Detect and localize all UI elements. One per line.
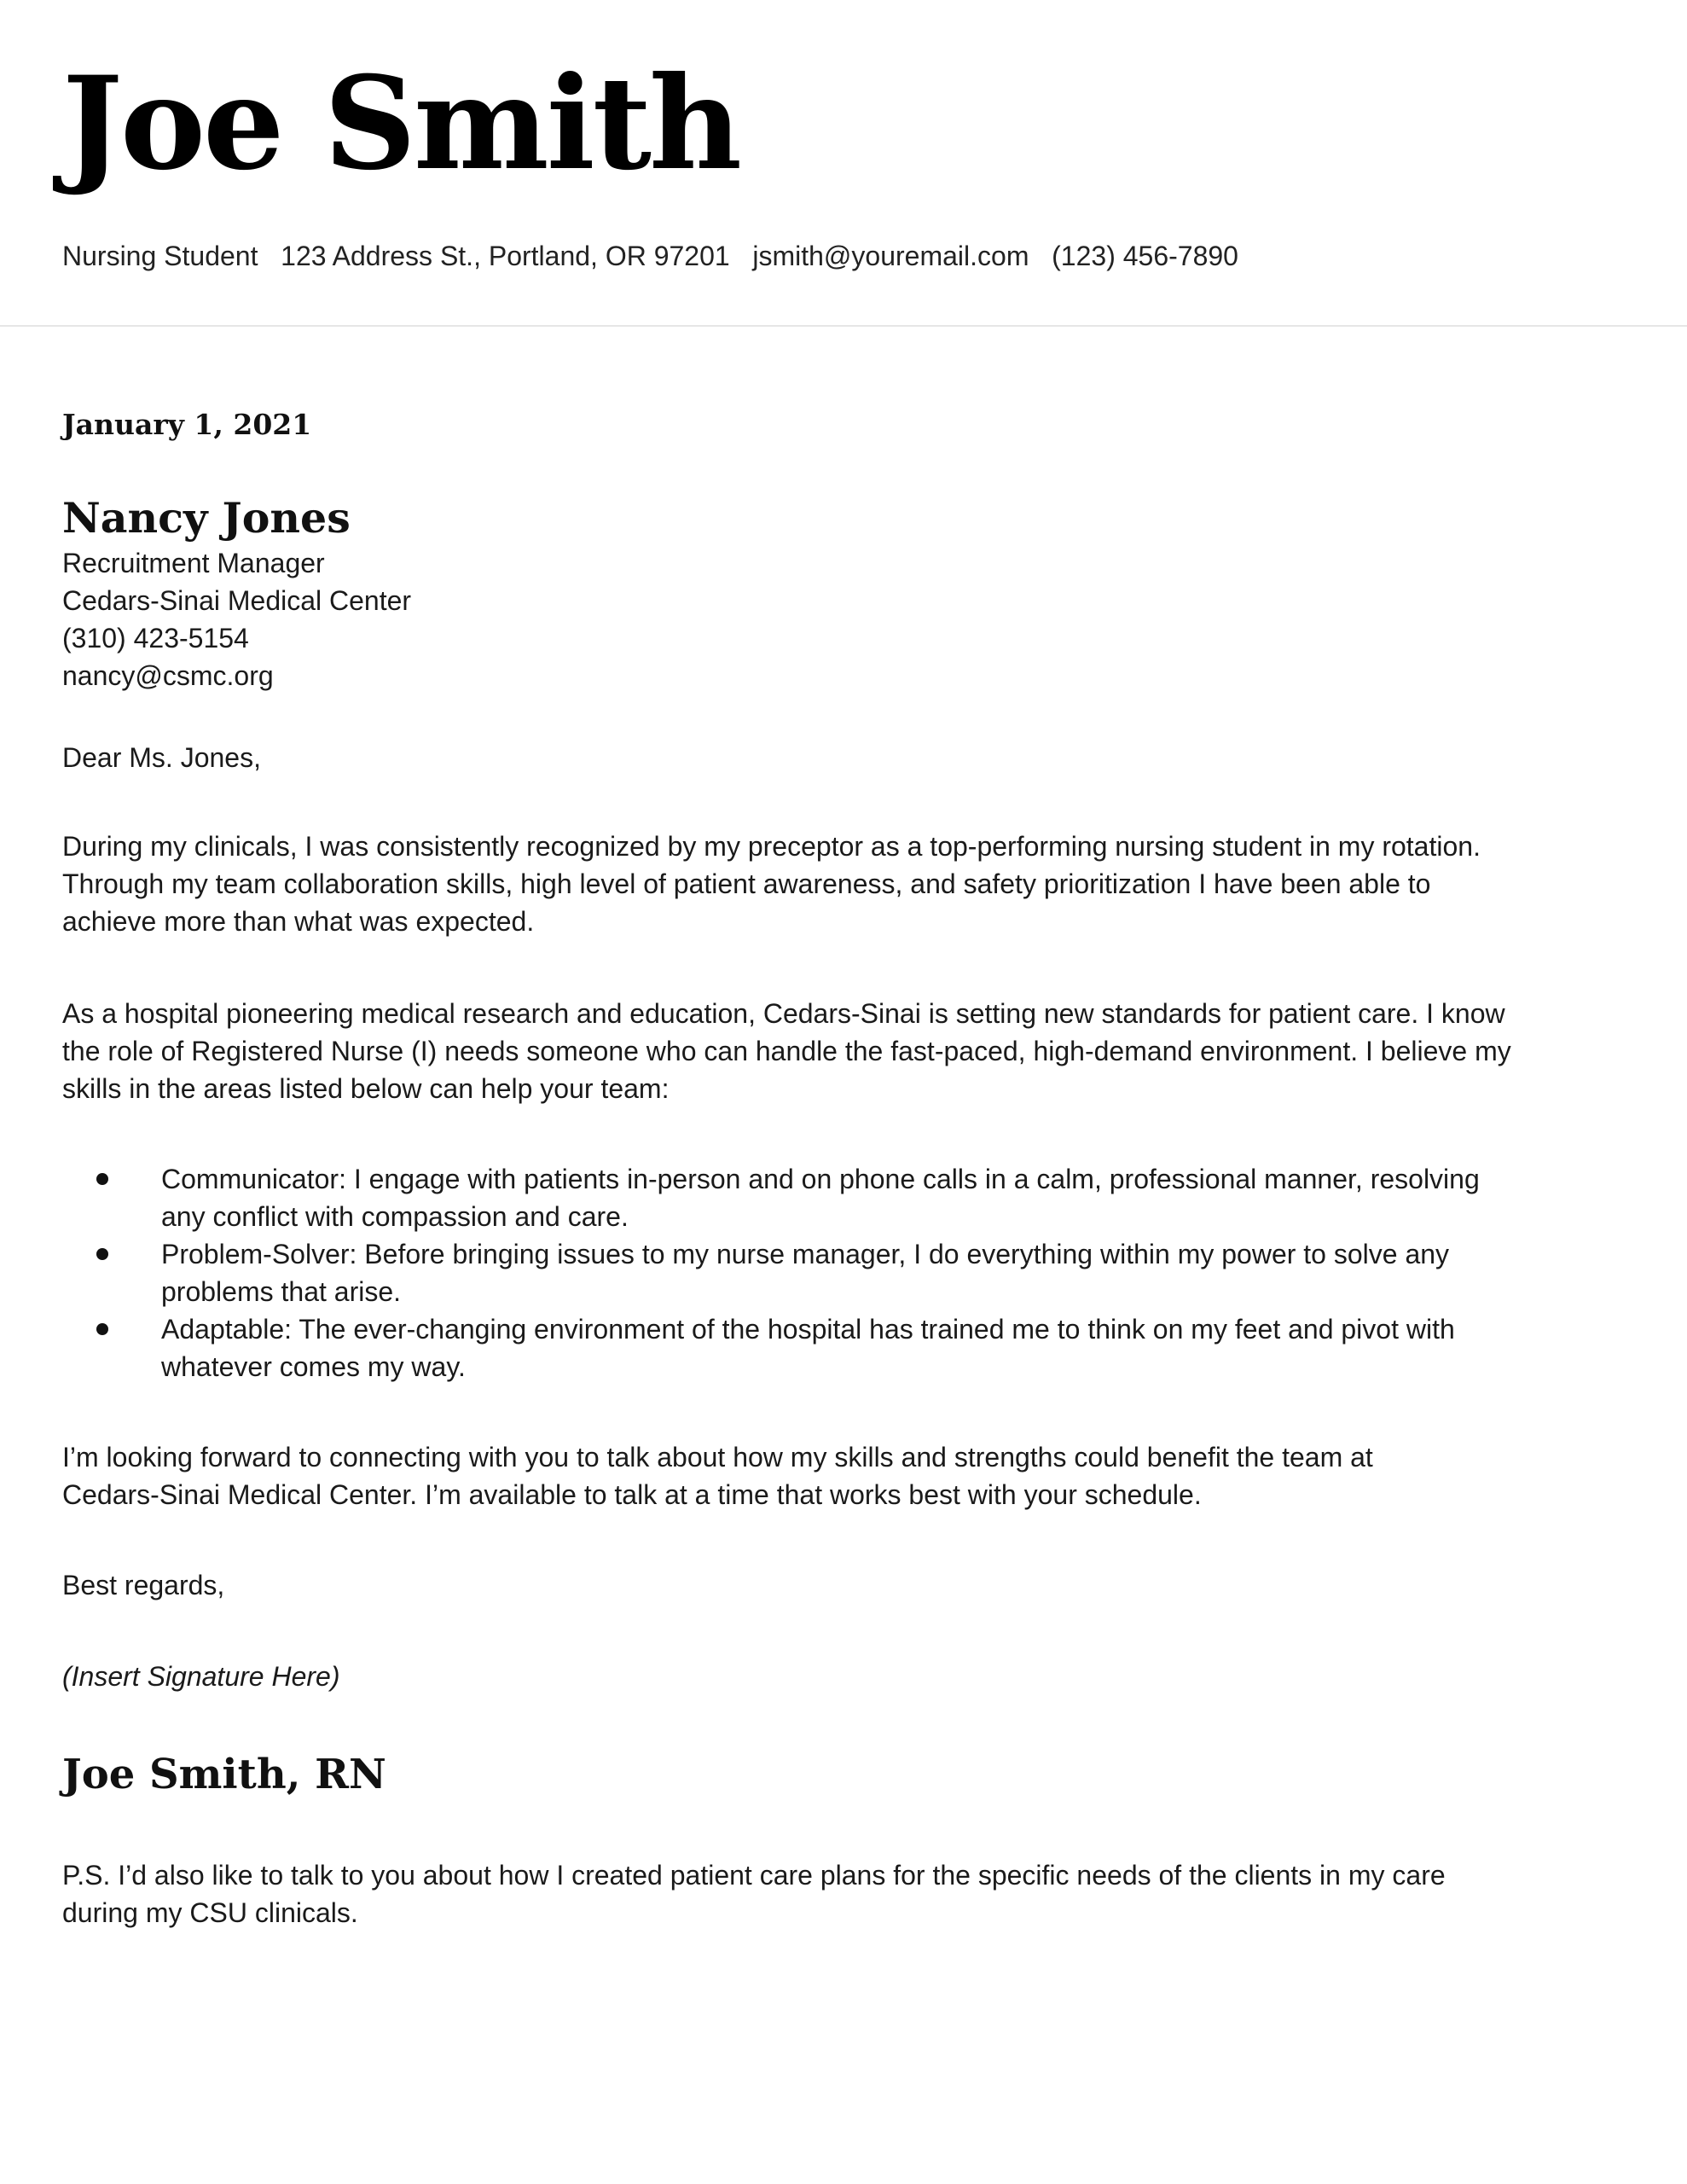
header-divider [0,325,1687,327]
recipient-title: Recruitment Manager [62,548,325,578]
recipient-details [62,544,411,694]
paragraph-line: Through my team collaboration skills, high level of patient awareness, and safety prioritization I have been able to [62,868,1431,899]
bullet-icon [96,1173,108,1185]
recipient-email: nancy@csmc.org [62,660,274,691]
list-item-line: problems that arise. [161,1276,402,1307]
paragraph-2 [62,995,1511,1107]
recipient-company: Cedars-Sinai Medical Center [62,585,412,616]
paragraph-1 [62,828,1481,940]
paragraph-line: achieve more than what was expected. [62,906,535,937]
letter-date: January 1, 2021 [62,408,312,441]
postscript [62,1856,1446,1931]
list-item-line: whatever comes my way. [161,1351,466,1382]
contact-address: 123 Address St., Portland, OR 97201 [281,241,730,271]
signature-placeholder: (Insert Signature Here) [62,1661,340,1692]
paragraph-line: during my CSU clinicals. [62,1897,358,1928]
paragraph-line: the role of Registered Nurse (I) needs someone who can handle the fast-paced, high-demand environment. I believe my [62,1036,1511,1066]
bullet-icon [96,1248,108,1260]
list-item-line: Problem-Solver: Before bringing issues to my nurse manager, I do everything within my power to solve any [161,1239,1450,1269]
list-item-line: Adaptable: The ever-changing environment of the hospital has trained me to think on my feet and pivot with [161,1314,1455,1345]
recipient-phone: (310) 423-5154 [62,623,249,653]
paragraph-line: Cedars-Sinai Medical Center. I’m available to talk at a time that works best with your schedule. [62,1479,1202,1510]
paragraph-line: During my clinicals, I was consistently recognized by my preceptor as a top-performing nursing student in my rotation. [62,831,1481,862]
paragraph-line: As a hospital pioneering medical research and education, Cedars-Sinai is setting new standards for patient care. I know [62,998,1505,1029]
closing-name: Joe Smith, RN [62,1751,386,1798]
bullet-icon [96,1323,108,1335]
contact-role: Nursing Student [62,241,258,271]
closing: Best regards, [62,1570,225,1600]
paragraph-line: P.S. I’d also like to talk to you about how I created patient care plans for the specific needs of the clients in my care [62,1860,1446,1891]
recipient-name: Nancy Jones [62,493,351,543]
list-item-line: Communicator: I engage with patients in-person and on phone calls in a calm, professional manner, resolving [161,1164,1480,1194]
skills-list [62,1160,1480,1385]
salutation: Dear Ms. Jones, [62,742,261,773]
contact-phone: (123) 456-7890 [1052,241,1238,271]
list-item-line: any conflict with compassion and care. [161,1201,629,1232]
list-item [62,1235,1480,1310]
applicant-name: Joe Smith [62,49,740,199]
list-item [62,1160,1480,1235]
contact-line [62,241,1238,272]
paragraph-3 [62,1438,1373,1513]
list-item [62,1310,1480,1385]
contact-email: jsmith@youremail.com [752,241,1029,271]
paragraph-line: I’m looking forward to connecting with you to talk about how my skills and strengths could benefit the team at [62,1442,1373,1472]
paragraph-line: skills in the areas listed below can help your team: [62,1073,670,1104]
